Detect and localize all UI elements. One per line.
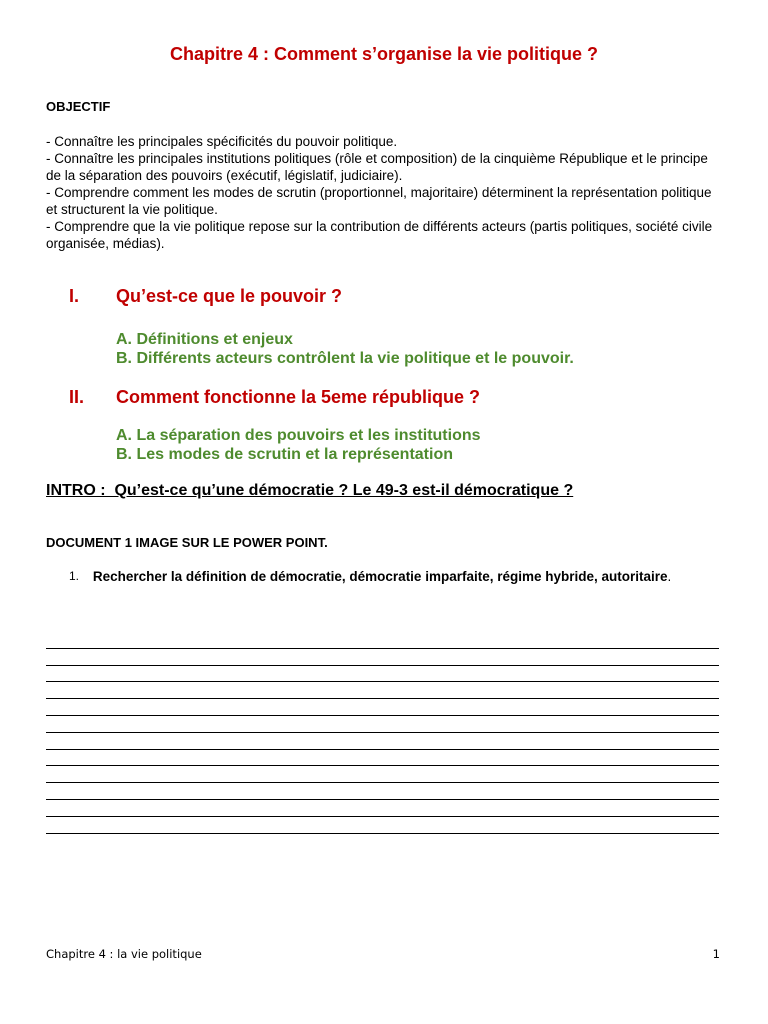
section-title: Qu’est-ce que le pouvoir ? — [116, 286, 343, 306]
answer-writing-line — [46, 649, 719, 666]
objectif-item: - Connaître les principales institutions politiques (rôle et composition) de la cinquième République et le principe de la séparation des pouvoirs (exécutif, législatif, judiciaire). — [46, 151, 708, 183]
section-number: I. — [69, 286, 80, 306]
answer-writing-line — [46, 733, 719, 750]
answer-writing-line — [46, 783, 719, 800]
subsection-item: A. Définitions et enjeux — [116, 331, 293, 348]
answer-writing-line — [46, 699, 719, 716]
answer-writing-line — [46, 666, 719, 683]
section-2-subsections — [116, 426, 481, 464]
objectif-item: - Connaître les principales spécificités du pouvoir politique. — [46, 134, 398, 149]
objectif-list — [46, 133, 726, 252]
subsection-item: B. Les modes de scrutin et la représentation — [116, 446, 453, 463]
objectif-heading: OBJECTIF — [46, 99, 111, 114]
section-number: II. — [69, 387, 85, 407]
question-text: Rechercher la définition de démocratie, démocratie imparfaite, régime hybride, autoritaire. — [92, 569, 672, 584]
answer-writing-line — [46, 682, 719, 699]
objectif-item: - Comprendre comment les modes de scrutin (proportionnel, majoritaire) déterminent la représentation politique et structurent la vie politique. — [46, 185, 712, 217]
section-heading-2 — [69, 387, 480, 408]
answer-writing-line — [46, 817, 719, 834]
answer-writing-line — [46, 800, 719, 817]
question-1 — [69, 568, 689, 585]
footer-chapter-label: Chapitre 4 : la vie politique — [46, 947, 202, 961]
subsection-item: A. La séparation des pouvoirs et les institutions — [116, 427, 481, 444]
objectif-item: - Comprendre que la vie politique repose sur la contribution de différents acteurs (partis politiques, société civile organisée, médias). — [46, 219, 713, 251]
chapter-title: Chapitre 4 : Comment s’organise la vie politique ? — [169, 44, 599, 64]
answer-writing-line — [46, 632, 719, 649]
answer-writing-line — [46, 766, 719, 783]
section-heading-1 — [69, 286, 342, 307]
question-number: 1. — [69, 569, 80, 583]
subsection-item: B. Différents acteurs contrôlent la vie politique et le pouvoir. — [116, 350, 574, 367]
page-number: 1 — [712, 947, 720, 961]
section-title: Comment fonctionne la 5eme république ? — [116, 387, 481, 407]
document-1-heading: DOCUMENT 1 IMAGE SUR LE POWER POINT. — [46, 535, 328, 550]
answer-writing-line — [46, 716, 719, 733]
intro-heading: INTRO : Qu’est-ce qu’une démocratie ? Le 49-3 est-il démocratique ? — [46, 482, 574, 499]
section-1-subsections — [116, 330, 574, 368]
answer-writing-line — [46, 750, 719, 767]
answer-lines — [46, 632, 719, 834]
